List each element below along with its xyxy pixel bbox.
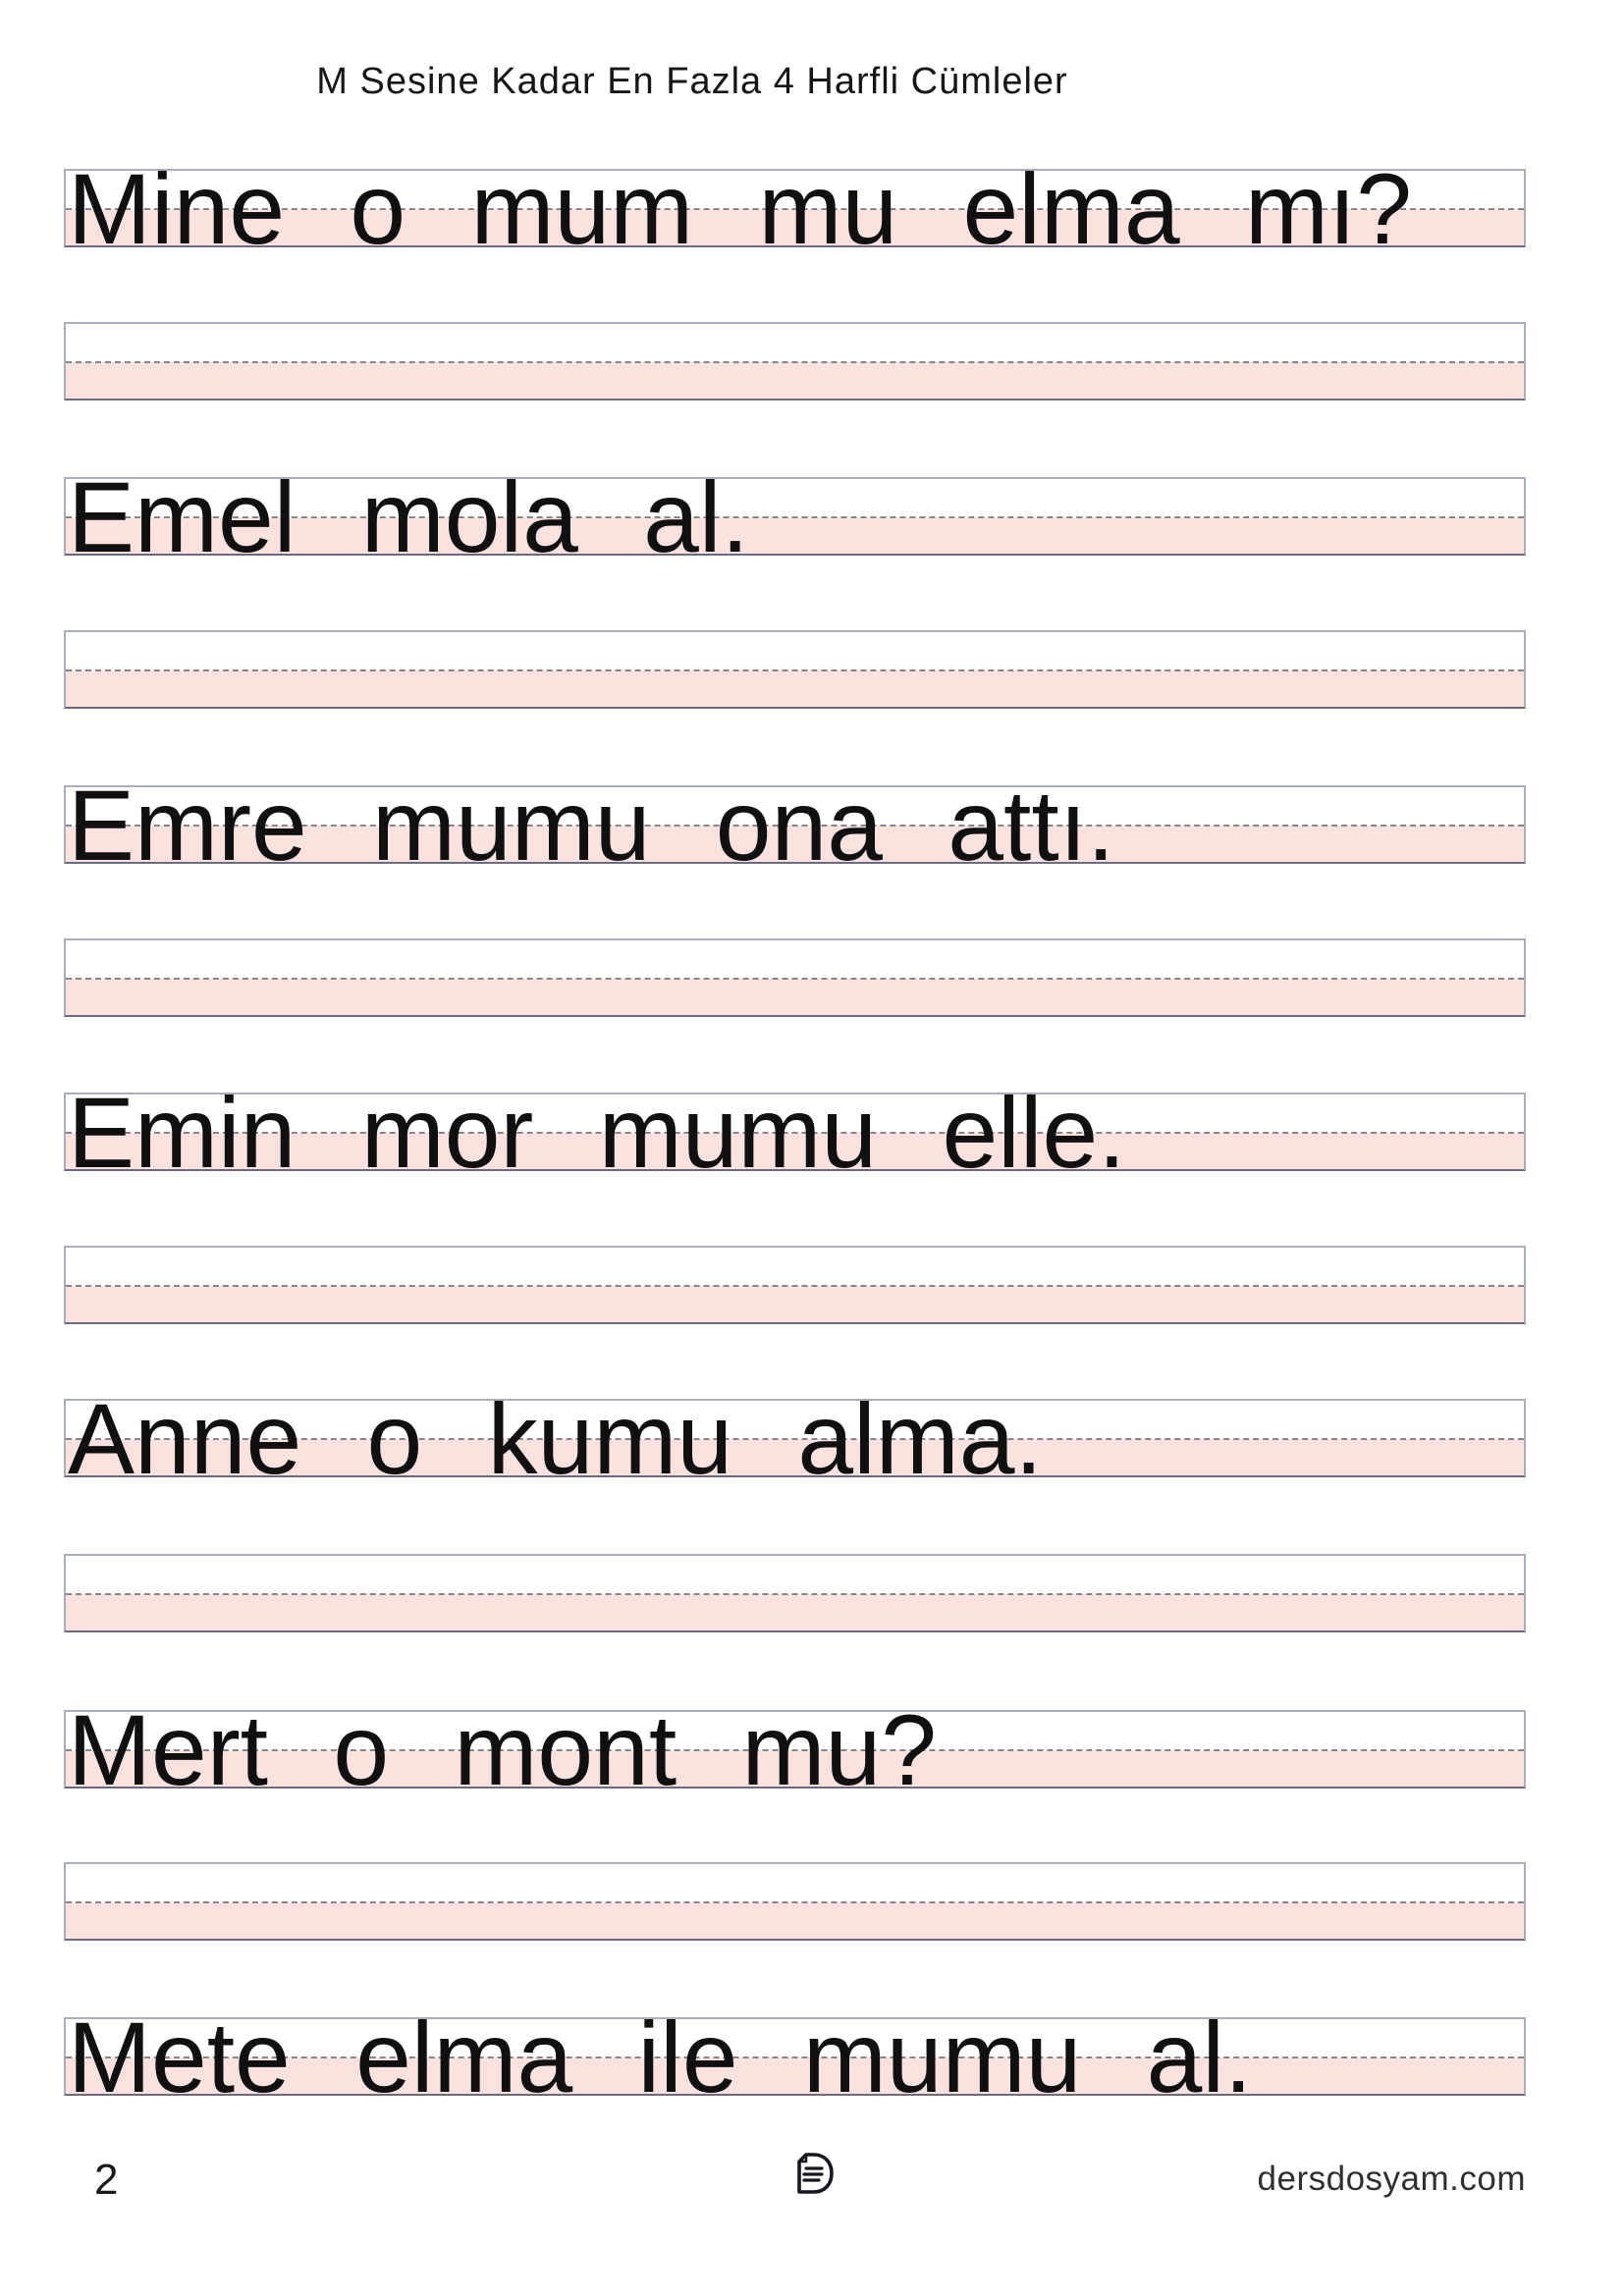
page-title: M Sesine Kadar En Fazla 4 Harfli Cümleler xyxy=(316,61,1068,102)
sentence-text: Anne o kumu alma. xyxy=(68,1383,1043,1495)
document-d-icon xyxy=(791,2150,835,2197)
midline-dashed xyxy=(66,361,1524,363)
midline-dashed xyxy=(66,1901,1524,1903)
writing-line-model xyxy=(64,1694,1526,1806)
writing-line-model xyxy=(64,153,1526,265)
writing-line-practice xyxy=(64,1246,1526,1324)
sentence-text: Emin mor mumu elle. xyxy=(68,1077,1126,1189)
midline-dashed xyxy=(66,1285,1524,1287)
writing-line-practice xyxy=(64,1554,1526,1632)
sentence-text: Emel mola al. xyxy=(68,461,749,573)
writing-line-practice xyxy=(64,630,1526,709)
writing-line-model xyxy=(64,1077,1526,1189)
sentence-text: Mine o mum mu elma mı? xyxy=(68,153,1412,265)
writing-line-model xyxy=(64,461,1526,573)
writing-line-practice xyxy=(64,322,1526,400)
sentence-text: Emre mumu ona attı. xyxy=(68,770,1115,881)
site-url: dersdosyam.com xyxy=(1257,2160,1526,2198)
sentence-text: Mert o mont mu? xyxy=(68,1694,937,1806)
writing-line-model xyxy=(64,2002,1526,2113)
midline-dashed xyxy=(66,978,1524,980)
writing-line-practice xyxy=(64,1862,1526,1941)
midline-dashed xyxy=(66,1593,1524,1595)
writing-line-model xyxy=(64,770,1526,881)
sentence-text: Mete elma ile mumu al. xyxy=(68,2002,1253,2113)
page-number: 2 xyxy=(94,2156,119,2204)
writing-line-model xyxy=(64,1383,1526,1495)
midline-dashed xyxy=(66,669,1524,671)
writing-line-practice xyxy=(64,938,1526,1017)
